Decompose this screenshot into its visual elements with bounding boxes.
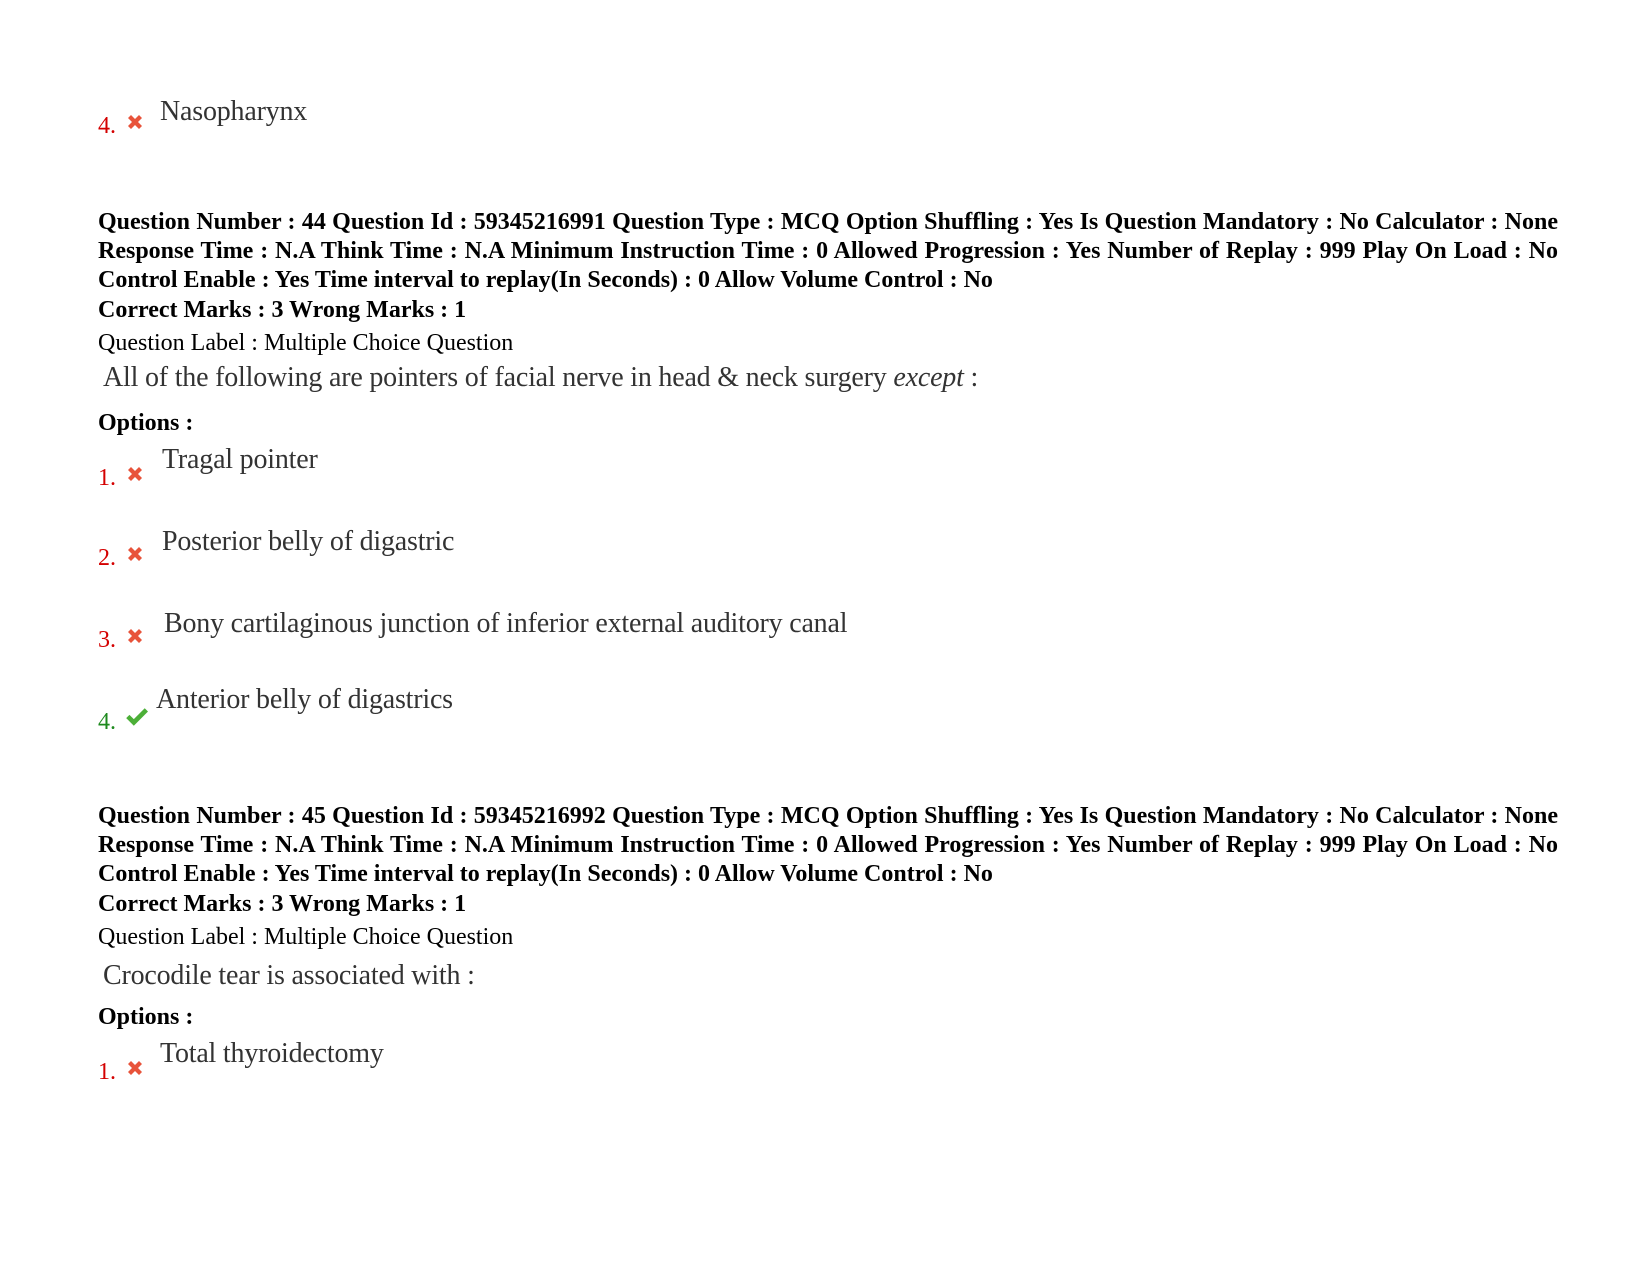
question-marks: Correct Marks : 3 Wrong Marks : 1: [98, 297, 467, 323]
question-text-emphasis: except: [893, 362, 964, 393]
question-text: [103, 362, 978, 394]
question-label: Question Label : Multiple Choice Question: [98, 330, 514, 356]
options-label: Options :: [98, 410, 194, 436]
option-number: 4.: [98, 113, 116, 139]
option-number: 1.: [98, 465, 116, 491]
options-label: Options :: [98, 1004, 194, 1030]
cross-icon: [124, 625, 146, 647]
option-number: 2.: [98, 545, 116, 571]
cross-icon: [124, 543, 146, 565]
question-text-main: All of the following are pointers of facial nerve in head & neck surgery: [103, 362, 894, 393]
option-text: Nasopharynx: [160, 96, 308, 127]
cross-icon: [124, 111, 146, 133]
option-text: Anterior belly of digastrics: [156, 684, 453, 715]
option-text: Bony cartilaginous junction of inferior external auditory canal: [164, 608, 848, 639]
cross-icon: [124, 1057, 146, 1079]
option-number: 3.: [98, 627, 116, 653]
question-marks: Correct Marks : 3 Wrong Marks : 1: [98, 891, 467, 917]
question-text-tail: :: [963, 362, 979, 393]
question-meta: Question Number : 45 Question Id : 59345216992 Question Type : MCQ Option Shuffling : Yes Is Question Mandatory : No Calculator : None Response Time : N.A Think Time : N.A Minimum Instruction Time : 0 Allowed Progression : Yes Number of Replay : 999 Play On Load : No Control Enable : Yes Time interval to replay(In Seconds) : 0 Allow Volume Control : No: [98, 803, 1558, 887]
question-label: Question Label : Multiple Choice Question: [98, 924, 514, 950]
cross-icon: [124, 463, 146, 485]
option-number: 4.: [98, 709, 116, 735]
question-meta: Question Number : 44 Question Id : 59345216991 Question Type : MCQ Option Shuffling : Yes Is Question Mandatory : No Calculator : None Response Time : N.A Think Time : N.A Minimum Instruction Time : 0 Allowed Progression : Yes Number of Replay : 999 Play On Load : No Control Enable : Yes Time interval to replay(In Seconds) : 0 Allow Volume Control : No: [98, 209, 1558, 293]
option-text: Posterior belly of digastric: [162, 526, 455, 557]
check-icon: [124, 705, 148, 729]
option-text: Total thyroidectomy: [160, 1038, 384, 1069]
option-text: Tragal pointer: [162, 444, 318, 475]
question-text: Crocodile tear is associated with :: [103, 960, 475, 991]
option-number: 1.: [98, 1059, 116, 1085]
